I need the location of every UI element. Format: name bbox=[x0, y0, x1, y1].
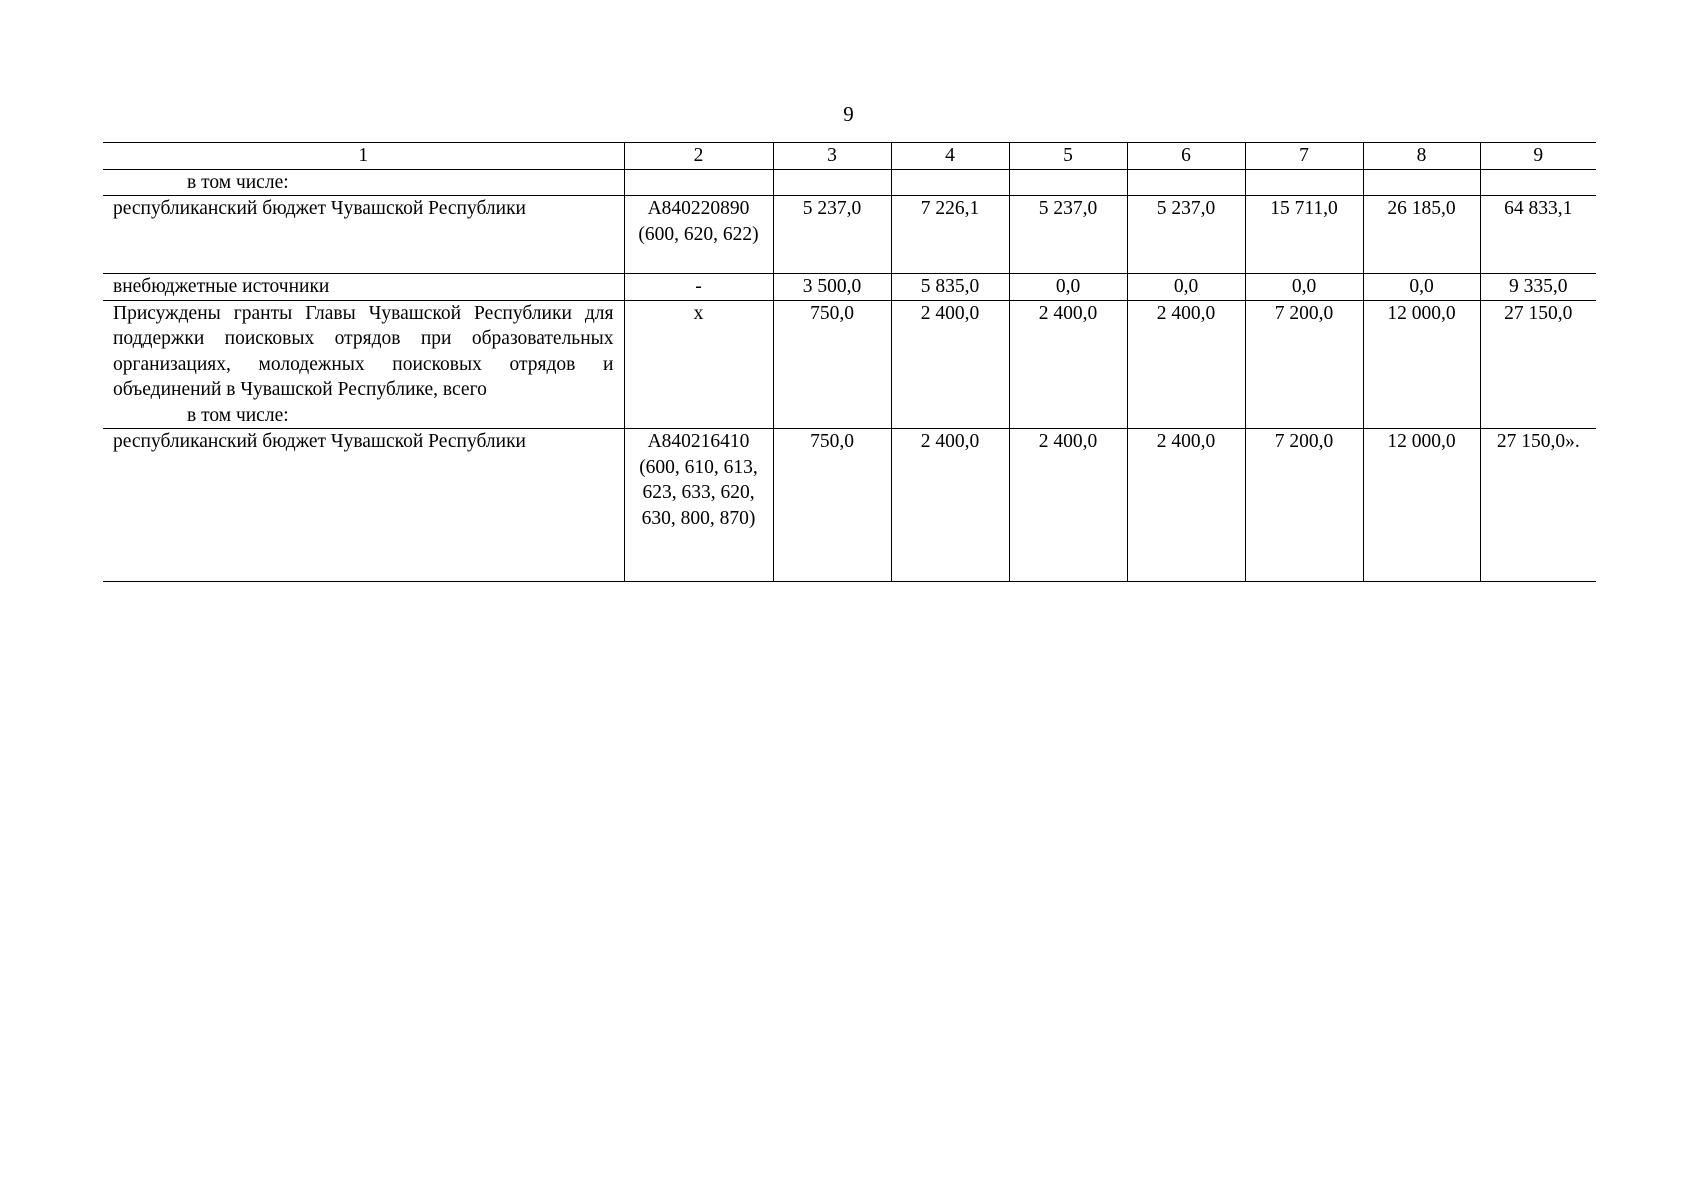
value-cell: 750,0 bbox=[773, 429, 891, 582]
value-cell bbox=[773, 169, 891, 196]
table-row bbox=[103, 274, 1596, 301]
value-cell: 2 400,0 bbox=[891, 429, 1009, 582]
value-cell bbox=[891, 169, 1009, 196]
value-cell: 0,0 bbox=[1009, 274, 1127, 301]
value-cell: 750,0 bbox=[773, 300, 891, 429]
value-cell: 5 237,0 bbox=[1127, 196, 1245, 274]
value-cell bbox=[1009, 169, 1127, 196]
value-cell bbox=[1480, 169, 1596, 196]
budget-code bbox=[624, 169, 773, 196]
value-cell: 27 150,0 bbox=[1480, 300, 1596, 429]
column-number-row bbox=[103, 143, 1596, 170]
value-cell: 5 835,0 bbox=[891, 274, 1009, 301]
value-cell: 7 200,0 bbox=[1245, 429, 1363, 582]
row-label: внебюджетные источники bbox=[103, 274, 624, 301]
table-row bbox=[103, 300, 1596, 429]
value-cell: 0,0 bbox=[1245, 274, 1363, 301]
value-cell: 2 400,0 bbox=[1127, 429, 1245, 582]
value-cell: 0,0 bbox=[1127, 274, 1245, 301]
column-header: 8 bbox=[1363, 143, 1480, 170]
value-cell bbox=[1363, 169, 1480, 196]
budget-code: А840216410 (600, 610, 613, 623, 633, 620, 630, 800, 870) bbox=[624, 429, 773, 582]
value-cell: 7 226,1 bbox=[891, 196, 1009, 274]
budget-code: х bbox=[624, 300, 773, 429]
value-cell bbox=[1245, 169, 1363, 196]
value-cell bbox=[1127, 169, 1245, 196]
column-header: 4 bbox=[891, 143, 1009, 170]
value-cell: 5 237,0 bbox=[1009, 196, 1127, 274]
table-row bbox=[103, 196, 1596, 274]
row-label bbox=[103, 169, 624, 196]
row-label bbox=[103, 300, 624, 429]
budget-code: - bbox=[624, 274, 773, 301]
value-cell: 2 400,0 bbox=[1009, 300, 1127, 429]
value-cell: 12 000,0 bbox=[1363, 429, 1480, 582]
row-sublabel: в том числе: bbox=[187, 404, 289, 426]
value-cell: 0,0 bbox=[1363, 274, 1480, 301]
column-header: 6 bbox=[1127, 143, 1245, 170]
table-row bbox=[103, 169, 1596, 196]
budget-table bbox=[103, 142, 1596, 582]
row-label: республиканский бюджет Чувашской Республики bbox=[103, 196, 624, 274]
value-cell: 15 711,0 bbox=[1245, 196, 1363, 274]
value-cell: 7 200,0 bbox=[1245, 300, 1363, 429]
column-header: 3 bbox=[773, 143, 891, 170]
row-sublabel: в том числе: bbox=[187, 171, 289, 193]
row-label-text: Присуждены гранты Главы Чувашской Республики для поддержки поисковых отрядов при образовательных организациях, молодежных поисковых отрядов и объединений в Чувашской Республике, всего bbox=[113, 302, 614, 400]
column-header: 7 bbox=[1245, 143, 1363, 170]
value-cell: 9 335,0 bbox=[1480, 274, 1596, 301]
table-row bbox=[103, 429, 1596, 582]
value-cell: 2 400,0 bbox=[891, 300, 1009, 429]
value-cell: 2 400,0 bbox=[1127, 300, 1245, 429]
column-header: 9 bbox=[1480, 143, 1596, 170]
value-cell: 64 833,1 bbox=[1480, 196, 1596, 274]
value-cell: 2 400,0 bbox=[1009, 429, 1127, 582]
value-cell: 3 500,0 bbox=[773, 274, 891, 301]
value-cell: 5 237,0 bbox=[773, 196, 891, 274]
value-cell: 27 150,0». bbox=[1480, 429, 1596, 582]
row-label: республиканский бюджет Чувашской Республики bbox=[103, 429, 624, 582]
value-cell: 26 185,0 bbox=[1363, 196, 1480, 274]
budget-code: А840220890 (600, 620, 622) bbox=[624, 196, 773, 274]
page-number: 9 bbox=[843, 102, 854, 126]
value-cell: 12 000,0 bbox=[1363, 300, 1480, 429]
column-header: 2 bbox=[624, 143, 773, 170]
column-header: 5 bbox=[1009, 143, 1127, 170]
column-header: 1 bbox=[103, 143, 624, 170]
